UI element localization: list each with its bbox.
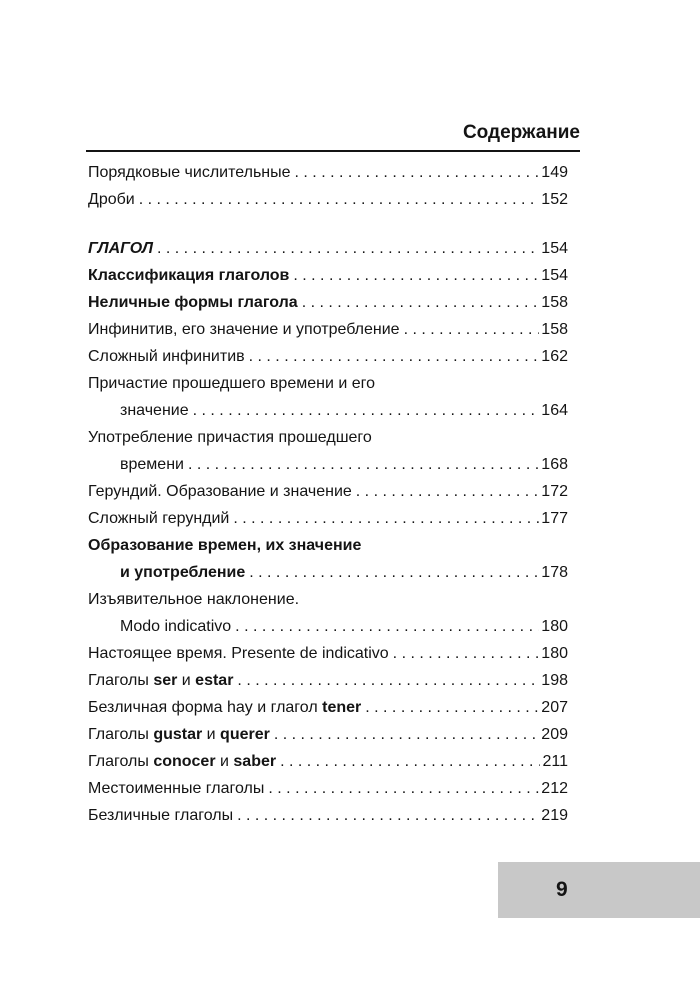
dot-leader — [188, 456, 539, 474]
toc-entry-title: Герундий. Образование и значение — [88, 483, 352, 500]
toc-entry[interactable] — [88, 807, 568, 834]
toc-section-entry[interactable] — [88, 267, 568, 294]
dot-leader — [274, 726, 539, 744]
toc-page-number: 211 — [542, 753, 568, 770]
toc-page-number: 207 — [541, 699, 568, 716]
toc-page-number: 219 — [541, 807, 568, 824]
toc-page-number: 178 — [541, 564, 568, 581]
toc-entry-title: Причастие прошедшего времени и его — [88, 375, 375, 392]
dot-leader — [235, 618, 539, 636]
toc-entry[interactable] — [88, 753, 568, 780]
dot-leader — [393, 645, 540, 663]
dot-leader — [237, 807, 539, 825]
toc-page-number: 158 — [541, 294, 568, 311]
dot-leader — [280, 753, 540, 771]
toc-page-number: 180 — [541, 645, 568, 662]
dot-leader — [365, 699, 539, 717]
toc-entry[interactable] — [88, 483, 568, 510]
toc-entry[interactable] — [88, 645, 568, 672]
toc-page-number: 209 — [541, 726, 568, 743]
toc-page-number: 177 — [541, 510, 568, 527]
dot-leader — [356, 483, 540, 501]
dot-leader — [233, 510, 539, 528]
toc-page-number: 180 — [541, 618, 568, 635]
toc-entry[interactable] — [88, 321, 568, 348]
toc-entry-title: Настоящее время. Presente de indicativo — [88, 645, 389, 662]
toc-entry[interactable] — [88, 591, 568, 645]
toc-entry-title-cont: времени — [120, 456, 184, 473]
toc-entry-title: Порядковые числительные — [88, 164, 291, 181]
toc-entry-title-cont: Modo indicativo — [120, 618, 232, 635]
toc-page-number: 212 — [541, 780, 568, 797]
dot-leader — [249, 564, 539, 582]
toc-entry-title: Изъявительное наклонение. — [88, 591, 300, 608]
toc-entry[interactable] — [88, 375, 568, 429]
toc-entry-title: Глаголы gustar и querer — [88, 726, 270, 743]
toc-page-number: 172 — [541, 483, 568, 500]
dot-leader — [237, 672, 539, 690]
dot-leader — [193, 402, 540, 420]
toc-section-title-cont: и употребление — [120, 564, 246, 581]
toc-page-number: 198 — [541, 672, 568, 689]
header-divider — [86, 150, 580, 152]
toc-page-number: 152 — [541, 191, 568, 208]
table-of-contents — [88, 164, 568, 834]
toc-chapter-entry[interactable] — [88, 240, 568, 267]
page-number: 9 — [556, 878, 568, 901]
dot-leader — [295, 164, 540, 182]
page-number-tab — [498, 862, 700, 918]
toc-entry-title-cont: значение — [120, 402, 189, 419]
toc-entry-title: Дроби — [88, 191, 135, 208]
toc-entry-title: Безличные глаголы — [88, 807, 234, 824]
toc-entry-title: Глаголы ser и estar — [88, 672, 234, 689]
toc-chapter-title: ГЛАГОЛ — [88, 240, 153, 257]
dot-leader — [249, 348, 540, 366]
toc-section-title: Неличные формы глагола — [88, 294, 298, 311]
toc-page-number: 154 — [541, 267, 568, 284]
toc-entry-title: Сложный инфинитив — [88, 348, 245, 365]
toc-page-number: 168 — [541, 456, 568, 473]
dot-leader — [404, 321, 540, 339]
toc-entry[interactable] — [88, 672, 568, 699]
toc-section-title: Образование времен, их значение — [88, 537, 362, 554]
toc-entry[interactable] — [88, 726, 568, 753]
toc-entry[interactable] — [88, 699, 568, 726]
toc-page-number: 164 — [541, 402, 568, 419]
toc-entry-title: Местоименные глаголы — [88, 780, 265, 797]
toc-section-entry[interactable] — [88, 294, 568, 321]
dot-leader — [302, 294, 540, 312]
dot-leader — [157, 240, 539, 258]
toc-entry[interactable] — [88, 429, 568, 483]
dot-leader — [139, 191, 540, 209]
toc-entry-title: Глаголы conocer и saber — [88, 753, 277, 770]
toc-entry-title: Инфинитив, его значение и употребление — [88, 321, 400, 338]
toc-page-number: 154 — [541, 240, 568, 257]
toc-page-number: 162 — [541, 348, 568, 365]
dot-leader — [268, 780, 539, 798]
toc-entry[interactable] — [88, 191, 568, 218]
toc-entry[interactable] — [88, 780, 568, 807]
toc-entry[interactable] — [88, 348, 568, 375]
toc-entry-title: Сложный герундий — [88, 510, 230, 527]
toc-page-number: 158 — [541, 321, 568, 338]
toc-section-title: Классификация глаголов — [88, 267, 290, 284]
toc-entry-title: Безличная форма hay и глагол tener — [88, 699, 362, 716]
toc-entry-title: Употребление причастия прошедшего — [88, 429, 372, 446]
toc-page-number: 149 — [541, 164, 568, 181]
toc-section-entry[interactable] — [88, 537, 568, 591]
toc-entry[interactable] — [88, 164, 568, 191]
toc-entry[interactable] — [88, 510, 568, 537]
dot-leader — [293, 267, 539, 285]
page-header-title: Содержание — [462, 122, 580, 143]
